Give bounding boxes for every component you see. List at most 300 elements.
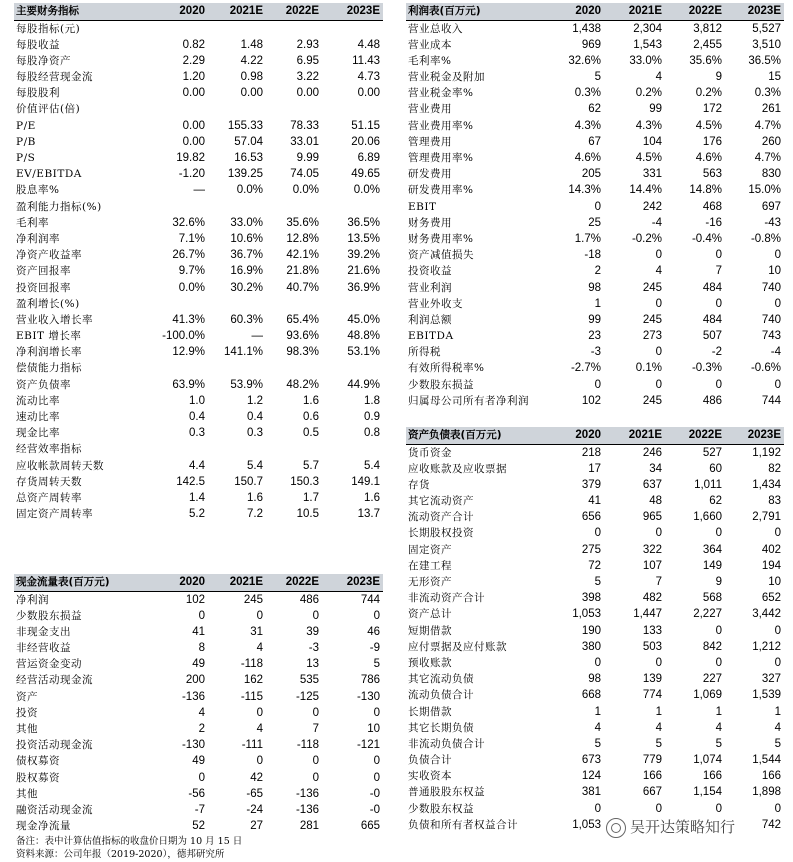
cell-value: 1,069: [693, 689, 722, 702]
cell-value: 15.0%: [748, 184, 781, 197]
cell-value: 4.3%: [635, 119, 662, 132]
cell-value: 1.20: [182, 71, 205, 84]
row-label: 价值评估(倍): [16, 103, 81, 116]
cell-value: 0: [373, 706, 380, 719]
cell-value: 665: [360, 820, 380, 833]
cell-value: 133: [642, 624, 662, 637]
main-table-title: 主要财务指标: [16, 5, 79, 17]
balance-sheet-table: [406, 427, 784, 833]
row-label: 所得税: [408, 346, 441, 359]
cell-value: 4.5%: [695, 119, 722, 132]
cell-value: 0: [774, 656, 781, 669]
cell-value: 0.5: [303, 427, 319, 440]
cell-value: 21.6%: [347, 265, 380, 278]
cell-value: 668: [581, 689, 601, 702]
cell-value: -7: [194, 803, 205, 816]
row-label: 在建工程: [408, 559, 452, 572]
row-label: 毛利率: [16, 216, 49, 229]
cell-value: 5: [715, 737, 722, 750]
cell-value: 380: [581, 640, 601, 653]
row-label: 研发费用: [408, 168, 452, 181]
table-row: [406, 296, 784, 312]
cell-value: 484: [702, 281, 722, 294]
cell-value: -118: [240, 658, 263, 671]
cell-value: 5.2: [189, 508, 205, 521]
cell-value: 44.9%: [347, 378, 380, 391]
table-row: [406, 393, 784, 409]
cell-value: 5.4: [247, 459, 263, 472]
table-row: [406, 606, 784, 622]
cell-value: 1.8: [364, 394, 380, 407]
cell-value: 563: [702, 168, 722, 181]
cell-value: 35.6%: [286, 216, 319, 229]
cell-value: 0.0%: [292, 184, 319, 197]
row-label: 融资活动现金流: [16, 803, 93, 816]
cell-value: 0: [312, 609, 319, 622]
cell-value: 486: [702, 394, 722, 407]
cell-value: 1,192: [752, 446, 781, 459]
cell-value: 0: [655, 802, 662, 815]
row-label: 归属母公司所有者净利润: [408, 394, 529, 407]
cell-value: 39.2%: [347, 249, 380, 262]
cell-value: 3,442: [752, 608, 781, 621]
cell-value: 10.6%: [230, 232, 263, 245]
table-row: [14, 344, 383, 360]
table-row: [406, 671, 784, 687]
cell-value: 45.0%: [347, 313, 380, 326]
row-label: 无形资产: [408, 576, 452, 588]
cell-value: -43: [764, 216, 781, 229]
row-label: 每股净资产: [16, 54, 71, 67]
cell-value: 67: [588, 135, 601, 148]
row-label: 资产负债率: [16, 378, 71, 391]
cell-value: 327: [761, 673, 781, 686]
table-row: [14, 312, 383, 328]
cell-value: 1.7: [303, 491, 319, 504]
cell-value: 364: [702, 543, 722, 556]
table-row: [14, 737, 383, 753]
cell-value: 36.5%: [748, 54, 781, 67]
row-label: EBIT 增长率: [16, 330, 82, 343]
cell-value: —: [251, 330, 263, 343]
table-row: [14, 425, 383, 441]
cell-value: -0.6%: [750, 362, 781, 375]
row-label: 少数股东权益: [408, 802, 474, 815]
column-header-2020: 2020: [575, 5, 601, 17]
cell-value: 166: [642, 770, 662, 783]
cell-value: 0: [256, 755, 263, 768]
cell-value: 4: [774, 721, 781, 734]
table-row: [14, 818, 383, 834]
column-header-2022e: 2022E: [285, 5, 319, 17]
cell-value: 402: [761, 543, 781, 556]
cell-value: 176: [702, 135, 722, 148]
cell-value: 36.5%: [347, 216, 380, 229]
cell-value: 7: [715, 265, 722, 278]
row-label: 实收资本: [408, 770, 452, 783]
row-label: 非流动资产合计: [408, 592, 485, 605]
table-row: [14, 118, 383, 134]
cell-value: 503: [642, 640, 662, 653]
row-label: 普通股股东权益: [408, 786, 485, 799]
cell-value: 0: [655, 656, 662, 669]
cell-value: 786: [360, 674, 380, 687]
row-label: 经营效率指标: [16, 443, 82, 456]
cell-value: 774: [642, 689, 662, 702]
table-row: [406, 655, 784, 671]
table-row: [406, 493, 784, 509]
cell-value: 527: [702, 446, 722, 459]
cell-value: 4.4: [189, 459, 205, 472]
table-row: [406, 69, 784, 85]
cell-value: 842: [702, 640, 722, 653]
cell-value: 379: [581, 478, 601, 491]
table-row: [14, 360, 383, 376]
cell-value: 484: [702, 313, 722, 326]
income-header-row: [406, 3, 784, 21]
table-row: [14, 37, 383, 53]
cell-value: 15: [768, 71, 781, 84]
row-label: 现金比率: [16, 427, 60, 440]
cell-value: 4: [256, 642, 263, 655]
cell-value: 0: [198, 771, 205, 784]
cell-value: 11.43: [352, 54, 380, 67]
table-row: [406, 784, 784, 800]
table-row: [14, 441, 383, 457]
row-label: EBIT: [408, 200, 437, 213]
cell-value: 34: [649, 462, 662, 475]
cell-value: 0: [594, 802, 601, 815]
cell-value: 1.6: [247, 491, 263, 504]
table-row: [406, 574, 784, 590]
cell-value: 261: [761, 103, 781, 116]
row-label: 非现金支出: [16, 625, 71, 638]
column-header-2021e: 2021E: [628, 429, 662, 441]
table-row: [14, 377, 383, 393]
table-row: [14, 770, 383, 786]
cell-value: 2,227: [693, 608, 722, 621]
table-row: [406, 231, 784, 247]
row-label: 存货: [408, 478, 430, 491]
cell-value: 744: [360, 593, 380, 606]
cell-value: 0: [655, 378, 662, 391]
watermark: [606, 816, 735, 838]
table-row: [406, 623, 784, 639]
cell-value: 1,074: [693, 754, 722, 767]
table-row: [14, 150, 383, 166]
table-row: [406, 344, 784, 360]
row-label: 经营活动现金流: [16, 674, 93, 687]
cell-value: -0.3%: [691, 362, 722, 375]
cell-value: 830: [761, 168, 781, 181]
cell-value: 0: [715, 297, 722, 310]
table-row: [406, 280, 784, 296]
cell-value: —: [193, 184, 205, 197]
cell-value: 102: [581, 394, 601, 407]
cell-value: 4.7%: [754, 152, 781, 164]
cell-value: 4: [256, 723, 263, 735]
cell-value: 5: [594, 737, 601, 750]
cell-value: 10.5: [296, 508, 319, 521]
cell-value: 19.82: [176, 152, 205, 164]
cell-value: 150.7: [234, 475, 263, 488]
table-row: [14, 608, 383, 624]
cell-value: 190: [581, 624, 601, 637]
cell-value: 14.8%: [689, 184, 722, 197]
cell-value: 779: [642, 754, 662, 767]
table-row: [14, 490, 383, 506]
row-label: 其他: [16, 723, 38, 735]
table-row: [14, 721, 383, 737]
table-row: [406, 150, 784, 166]
row-label: 资产总计: [408, 608, 452, 621]
row-label: 流动资产合计: [408, 511, 474, 524]
row-label: 净利润: [16, 593, 49, 606]
cell-value: -0.8%: [750, 232, 781, 245]
cell-value: -56: [188, 787, 205, 800]
cell-value: 5: [373, 658, 380, 671]
cell-value: 6.95: [296, 54, 319, 67]
cell-value: -136: [295, 787, 319, 800]
row-label: 有效所得税率%: [408, 362, 485, 375]
row-label: 净资产收益率: [16, 249, 82, 262]
cell-value: 99: [649, 103, 662, 116]
table-row: [14, 656, 383, 672]
cell-value: 39: [306, 625, 319, 638]
row-label: 其它流动负债: [408, 673, 474, 686]
cell-value: 1,154: [693, 786, 722, 799]
cell-value: 0.00: [240, 87, 263, 100]
cell-value: 12.8%: [286, 232, 319, 245]
cell-value: 275: [581, 543, 601, 556]
row-label: 总资产周转率: [16, 491, 82, 504]
cell-value: 1,053: [572, 818, 601, 831]
cell-value: 0: [655, 297, 662, 310]
cell-value: 0: [715, 624, 722, 637]
column-header-2020: 2020: [575, 429, 601, 441]
table-row: [14, 21, 383, 37]
row-label: 毛利率%: [408, 54, 452, 67]
cell-value: 149.1: [351, 475, 380, 488]
cell-value: 104: [642, 135, 662, 148]
row-label: 股息率%: [16, 184, 60, 197]
cell-value: 667: [642, 786, 662, 799]
cell-value: 41: [588, 495, 601, 508]
balance-header-row: [406, 427, 784, 445]
cell-value: 2.29: [182, 54, 205, 67]
cell-value: 568: [702, 592, 722, 605]
row-label: 每股收益: [16, 38, 60, 51]
table-row: [406, 461, 784, 477]
table-row: [406, 199, 784, 215]
cell-value: 507: [702, 330, 722, 343]
cell-value: 25: [588, 216, 601, 229]
cell-value: 0.8: [364, 427, 380, 440]
table-row: [406, 477, 784, 493]
cell-value: 5: [594, 71, 601, 84]
table-row: [406, 328, 784, 344]
cell-value: 36.9%: [347, 281, 380, 294]
cell-value: 1.0: [189, 394, 205, 407]
row-label: 净利润增长率: [16, 346, 82, 359]
table-row: [406, 134, 784, 150]
cell-value: 0: [715, 527, 722, 540]
cell-value: 7: [655, 576, 662, 588]
table-row: [406, 247, 784, 263]
table-row: [406, 736, 784, 752]
cell-value: 52: [192, 820, 205, 833]
column-header-2022e: 2022E: [688, 429, 722, 441]
cell-value: 141.1%: [223, 346, 263, 359]
cell-value: 139.25: [227, 168, 263, 181]
row-label: 管理费用率%: [408, 152, 474, 164]
cell-value: 1,447: [633, 608, 662, 621]
row-label: 营业费用率%: [408, 119, 474, 132]
table-row: [406, 525, 784, 541]
row-label: 其它流动资产: [408, 495, 474, 508]
cell-value: -0: [369, 803, 380, 816]
cell-value: 49: [192, 658, 205, 671]
table-row: [406, 445, 784, 461]
cell-value: -130: [356, 690, 380, 703]
cell-value: 0.1%: [635, 362, 662, 375]
cell-value: 0.3: [189, 427, 205, 440]
cell-value: 139: [642, 673, 662, 686]
cell-value: 743: [761, 330, 781, 343]
cell-value: 72: [588, 559, 601, 572]
cell-value: 0: [715, 378, 722, 391]
cell-value: 74.05: [290, 168, 319, 181]
row-label: 投资活动现金流: [16, 739, 93, 752]
cell-value: 1.6: [303, 394, 319, 407]
cell-value: 7: [312, 723, 319, 735]
row-label: 其它长期负债: [408, 721, 474, 734]
cell-value: 10: [768, 576, 781, 588]
cell-value: 60.3%: [230, 313, 263, 326]
row-label: 非经营收益: [16, 642, 71, 655]
cell-value: 0.2%: [635, 87, 662, 100]
row-label: 应收账款及应收票据: [408, 462, 507, 475]
cell-value: 46: [367, 625, 380, 638]
cell-value: -0.4%: [691, 232, 722, 245]
row-label: 应付票据及应付账款: [408, 640, 507, 653]
row-label: 营业税金率%: [408, 87, 474, 100]
cell-value: 0: [312, 755, 319, 768]
income-statement-table: [406, 3, 784, 409]
cell-value: 0.00: [296, 87, 319, 100]
cell-value: 4.7%: [754, 119, 781, 132]
cell-value: 227: [702, 673, 722, 686]
row-label: 营业费用: [408, 103, 452, 116]
row-label: 财务费用率%: [408, 232, 474, 245]
table-row: [14, 592, 383, 608]
table-row: [406, 377, 784, 393]
cell-value: 1,053: [572, 608, 601, 621]
row-label: 营业外收支: [408, 297, 463, 310]
cell-value: 78.33: [290, 119, 319, 132]
cell-value: 0: [774, 249, 781, 262]
cell-value: 124: [581, 770, 601, 783]
cell-value: 637: [642, 478, 662, 491]
cell-value: 93.6%: [286, 330, 319, 343]
cell-value: 0.3%: [754, 87, 781, 100]
cell-value: -9: [369, 642, 380, 655]
cell-value: 99: [588, 313, 601, 326]
footer-source: 资料来源：公司年报（2019-2020），德邦研究所: [16, 849, 225, 860]
row-label: 固定资产: [408, 543, 452, 556]
cell-value: 14.3%: [568, 184, 601, 197]
table-row: [14, 328, 383, 344]
table-row: [406, 639, 784, 655]
cell-value: 162: [243, 674, 263, 687]
cell-value: 4: [655, 71, 662, 84]
cell-value: -3: [590, 346, 601, 359]
cell-value: 65.4%: [286, 313, 319, 326]
cell-value: 0: [312, 706, 319, 719]
row-label: 负债和所有者权益合计: [408, 818, 518, 831]
table-row: [406, 768, 784, 784]
cell-value: 331: [642, 168, 662, 181]
cell-value: 1: [715, 705, 722, 718]
cell-value: 149: [702, 559, 722, 572]
table-row: [14, 786, 383, 802]
cell-value: 0.3%: [574, 87, 601, 100]
row-label: 资产回报率: [16, 265, 71, 278]
row-label: 营业税金及附加: [408, 71, 485, 84]
row-label: 流动比率: [16, 394, 60, 407]
cell-value: 32.6%: [172, 216, 205, 229]
cell-value: 62: [709, 495, 722, 508]
table-row: [14, 409, 383, 425]
cell-value: 0.98: [240, 71, 263, 84]
cell-value: 155.33: [227, 119, 263, 132]
column-header-2023e: 2023E: [747, 5, 781, 17]
cell-value: 5: [594, 576, 601, 588]
row-label: 速动比率: [16, 411, 60, 423]
table-row: [14, 231, 383, 247]
cell-value: 0.4: [247, 411, 263, 423]
table-row: [14, 85, 383, 101]
cell-value: 0.2%: [695, 87, 722, 100]
row-label: 每股指标(元): [16, 22, 81, 35]
cell-value: 246: [642, 446, 662, 459]
cell-value: 23: [588, 330, 601, 343]
balance-table-title: 资产负债表(百万元): [408, 429, 502, 441]
column-header-2022e: 2022E: [688, 5, 722, 17]
table-row: [406, 263, 784, 279]
cell-value: 0: [594, 527, 601, 540]
cell-value: 6.89: [357, 152, 380, 164]
table-row: [14, 182, 383, 198]
cell-value: 9.99: [296, 152, 319, 164]
cell-value: 245: [642, 394, 662, 407]
cell-value: 4: [594, 721, 601, 734]
row-label: 投资回报率: [16, 281, 71, 294]
cell-value: 49.65: [351, 168, 380, 181]
cell-value: 1: [594, 705, 601, 718]
cell-value: 17: [588, 462, 601, 475]
cell-value: 740: [761, 313, 781, 326]
row-label: 少数股东损益: [16, 609, 82, 622]
row-label: 负债合计: [408, 754, 452, 767]
row-label: 研发费用率%: [408, 184, 474, 197]
cell-value: 0: [198, 609, 205, 622]
row-label: 财务费用: [408, 216, 452, 229]
cell-value: 0.0%: [178, 281, 205, 294]
table-row: [406, 360, 784, 376]
row-label: 存货周转天数: [16, 475, 82, 488]
cell-value: 102: [185, 593, 205, 606]
